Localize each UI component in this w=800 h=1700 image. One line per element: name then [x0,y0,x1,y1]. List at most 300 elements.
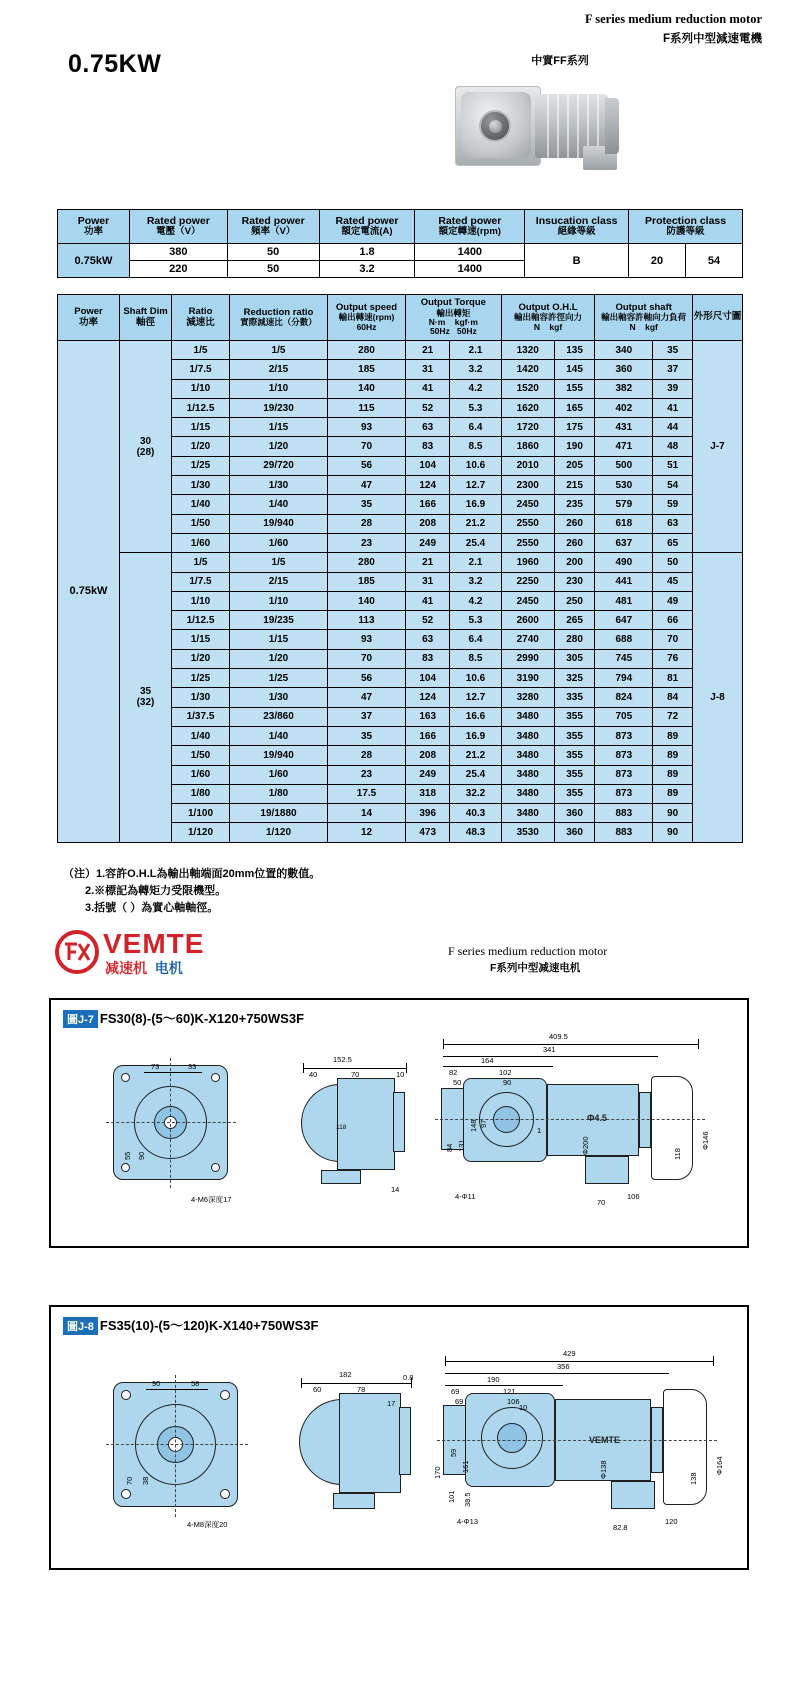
cell-torque-kgfm: 10.6 [450,669,501,688]
cell-frequency: 50 [227,244,319,261]
table-row [58,244,743,261]
th-power: Power 功率 [58,210,130,244]
drawing-panel-j8 [49,1305,749,1570]
dim-4-phi13: 4-Φ13 [457,1517,478,1526]
page-header [0,0,800,200]
cell-torque-nm: 208 [406,514,450,533]
cell-torque-nm: 318 [406,784,450,803]
cell-shaft-kgf: 63 [653,514,693,533]
dim-70b: 70 [597,1198,606,1207]
cell-frequency: 50 [227,261,319,278]
rated-power-table [57,209,743,278]
cell-ratio: 1/40 [172,495,230,514]
th-dimension: 外形尺寸圖 [693,295,743,341]
dim-33: 33 [188,1062,197,1071]
cell-ohl-n: 2990 [501,649,554,668]
cell-output-speed: 23 [328,765,406,784]
cell-shaft-kgf: 41 [653,398,693,417]
dim-4-m8: 4-M8深度20 [187,1520,228,1529]
table-row [58,341,743,360]
dim-phi146: Φ146 [701,1131,710,1150]
cell-ratio: 1/7.5 [172,572,230,591]
cell-shaft-n: 490 [595,553,653,572]
cell-torque-nm: 166 [406,726,450,745]
dim-17: 17 [387,1399,396,1408]
cell-output-speed: 140 [328,591,406,610]
cell-torque-kgfm: 5.3 [450,398,501,417]
cell-shaft-n: 431 [595,418,653,437]
cell-output-speed: 280 [328,341,406,360]
cell-shaft-kgf: 54 [653,476,693,495]
cell-torque-kgfm: 12.7 [450,476,501,495]
cell-ohl-n: 3280 [501,688,554,707]
cell-ohl-kgf: 260 [554,514,594,533]
cell-current: 1.8 [319,244,415,261]
dim-40: 40 [309,1070,318,1079]
cell-torque-kgfm: 8.5 [450,437,501,456]
cell-ratio: 1/50 [172,514,230,533]
th-output-ohl: Output O.H.L 輸出軸容許徑向力 N kgf [501,295,595,341]
cell-reduction-ratio: 29/720 [230,456,328,475]
dim-182: 182 [339,1370,352,1379]
dim-429: 429 [563,1349,576,1358]
cell-reduction-ratio: 1/10 [230,591,328,610]
dim-70: 70 [351,1070,360,1079]
cell-shaft-kgf: 39 [653,379,693,398]
cell-ohl-kgf: 360 [554,804,594,823]
cell-ratio: 1/12.5 [172,611,230,630]
cell-shaft-kgf: 49 [653,591,693,610]
cell-torque-nm: 249 [406,533,450,552]
dim-69: 69 [451,1387,460,1396]
dim-170: 170 [433,1466,442,1479]
th-output-speed: Output speed 輸出轉速(rpm) 60Hz [328,295,406,341]
cell-ohl-kgf: 305 [554,649,594,668]
cell-ohl-n: 2250 [501,572,554,591]
cell-ohl-n: 3480 [501,804,554,823]
cell-shaft-n: 637 [595,533,653,552]
cell-insulation: B [525,244,629,278]
th-output-shaft: Output shaft 輸出軸容許軸向力負荷 N kgf [595,295,693,341]
cell-ohl-n: 1860 [501,437,554,456]
cell-torque-nm: 21 [406,341,450,360]
cell-output-speed: 28 [328,746,406,765]
cell-torque-nm: 124 [406,476,450,495]
cell-torque-nm: 83 [406,649,450,668]
cell-ohl-kgf: 355 [554,726,594,745]
dim-55: 55 [123,1151,132,1160]
dim-62: 97 [479,1119,488,1128]
cell-torque-kgfm: 12.7 [450,688,501,707]
cell-ohl-n: 3480 [501,784,554,803]
series-subtitle-cn: 中實FF系列 [531,55,589,67]
cell-ohl-n: 3190 [501,669,554,688]
reduction-motor-photo [455,74,625,179]
cell-output-speed: 185 [328,572,406,591]
cell-shaft-n: 382 [595,379,653,398]
cell-voltage: 220 [129,261,227,278]
cell-reduction-ratio: 1/25 [230,669,328,688]
cell-shaft-n: 794 [595,669,653,688]
cell-ratio: 1/7.5 [172,360,230,379]
cell-reduction-ratio: 19/940 [230,746,328,765]
cell-reduction-ratio: 1/40 [230,726,328,745]
cell-ohl-n: 1520 [501,379,554,398]
cell-shaft-n: 500 [595,456,653,475]
cell-shaft-kgf: 48 [653,437,693,456]
cell-output-speed: 70 [328,649,406,668]
cell-shaft-n: 873 [595,784,653,803]
cell-torque-kgfm: 6.4 [450,418,501,437]
cell-shaft-kgf: 84 [653,688,693,707]
cell-shaft-kgf: 44 [653,418,693,437]
cell-ohl-n: 2450 [501,591,554,610]
cell-shaft-n: 688 [595,630,653,649]
cell-reduction-ratio: 1/15 [230,418,328,437]
th-voltage: Rated power 電壓（V） [129,210,227,244]
cell-shaft-kgf: 51 [653,456,693,475]
cell-torque-kgfm: 48.3 [450,823,501,842]
dim-73: 73 [151,1062,160,1071]
cell-reduction-ratio: 1/40 [230,495,328,514]
cell-ratio: 1/15 [172,630,230,649]
page-title: 0.75KW [68,50,162,78]
cell-shaft-n: 402 [595,398,653,417]
cell-shaft-kgf: 45 [653,572,693,591]
cell-ohl-kgf: 250 [554,591,594,610]
cell-torque-nm: 249 [406,765,450,784]
cell-reduction-ratio: 1/60 [230,765,328,784]
cell-output-speed: 280 [328,553,406,572]
dim-118: 118 [673,1148,682,1160]
cell-ohl-kgf: 355 [554,784,594,803]
dim-69b: 69 [455,1397,464,1406]
cell-torque-nm: 63 [406,418,450,437]
cell-ratio: 1/100 [172,804,230,823]
dim-phi45: 118 [336,1124,347,1131]
cell-reduction-ratio: 1/60 [230,533,328,552]
cell-shaft-kgf: 89 [653,765,693,784]
cell-shaft-kgf: 76 [653,649,693,668]
cell-ohl-n: 3480 [501,765,554,784]
cell-ohl-kgf: 230 [554,572,594,591]
cell-reduction-ratio: 1/5 [230,553,328,572]
cell-output-speed: 14 [328,804,406,823]
dim-148: 131 [457,1139,466,1152]
brand-logo [55,928,355,980]
cell-reduction-ratio: 2/15 [230,572,328,591]
th-insulation: Insucation class 絕緣等級 [525,210,629,244]
cell-ohl-kgf: 355 [554,746,594,765]
cell-reduction-ratio: 1/5 [230,341,328,360]
dim-58: 58 [191,1379,200,1388]
dim-161: 161 [461,1460,470,1473]
dim-60: 60 [313,1385,322,1394]
drawing-title-j8: 圖J-8 FS35(10)-(5～120)K-X140+750WS3F [63,1315,318,1335]
cell-ratio: 1/25 [172,456,230,475]
cell-ohl-kgf: 135 [554,341,594,360]
performance-table [57,294,743,843]
cell-shaft-n: 873 [595,746,653,765]
drawing-panel-j7 [49,998,749,1248]
cell-torque-nm: 31 [406,360,450,379]
cell-ohl-kgf: 355 [554,707,594,726]
cell-ohl-kgf: 145 [554,360,594,379]
cell-output-speed: 47 [328,476,406,495]
dim-38-5: 38.5 [463,1492,472,1507]
cell-ohl-kgf: 175 [554,418,594,437]
cell-reduction-ratio: 19/235 [230,611,328,630]
note-3: 3.括號（ ）為實心軸軸徑。 [85,902,219,915]
cell-ohl-kgf: 190 [554,437,594,456]
cell-torque-nm: 41 [406,591,450,610]
table-header-row [58,295,743,341]
dim-4-phi11: 4-Φ11 [455,1192,476,1201]
cell-ohl-n: 2300 [501,476,554,495]
dim-102: 102 [499,1068,512,1077]
cell-torque-kgfm: 25.4 [450,533,501,552]
cell-torque-nm: 124 [406,688,450,707]
cell-shaft-n: 705 [595,707,653,726]
cell-torque-kgfm: 40.3 [450,804,501,823]
cell-ohl-n: 1420 [501,360,554,379]
dim-38: 38 [141,1476,150,1485]
series-title-en: F series medium reduction motor [584,12,762,26]
cell-protection-1: 20 [629,244,686,278]
cell-speed: 1400 [415,244,525,261]
cell-output-speed: 56 [328,669,406,688]
cell-torque-kgfm: 21.2 [450,746,501,765]
cell-shaft-kgf: 35 [653,341,693,360]
dim-50: 50 [453,1078,462,1087]
table-row [58,553,743,572]
cell-torque-kgfm: 6.4 [450,630,501,649]
cell-shaft-n: 530 [595,476,653,495]
th-reduction-ratio: Reduction ratio 實際減速比（分數） [230,295,328,341]
cell-reduction-ratio: 2/15 [230,360,328,379]
cell-protection-2: 54 [686,244,743,278]
dim-10: 10 [396,1070,405,1079]
cell-output-speed: 35 [328,726,406,745]
cell-torque-nm: 166 [406,495,450,514]
cell-ohl-n: 1720 [501,418,554,437]
note-1: （注）1.容許O.H.L為輸出軸端面20mm位置的數值。 [63,868,321,880]
cell-torque-kgfm: 8.5 [450,649,501,668]
cell-torque-kgfm: 2.1 [450,553,501,572]
cell-reduction-ratio: 19/230 [230,398,328,417]
cell-torque-nm: 31 [406,572,450,591]
dim-82: 82 [449,1068,458,1077]
dim-341: 341 [543,1045,556,1054]
cell-shaft-dim: 35 (32) [120,553,172,842]
cell-torque-kgfm: 2.1 [450,341,501,360]
cell-shaft-kgf: 37 [653,360,693,379]
cell-ratio: 1/120 [172,823,230,842]
notes-block [63,866,320,917]
dim-106: 106 [507,1397,520,1406]
cell-shaft-n: 441 [595,572,653,591]
cell-output-speed: 47 [328,688,406,707]
cell-ratio: 1/10 [172,591,230,610]
cell-output-speed: 35 [328,495,406,514]
dim-phi138: Φ138 [599,1460,608,1479]
cell-torque-nm: 473 [406,823,450,842]
cell-ratio: 1/30 [172,476,230,495]
dim-90: 90 [152,1379,161,1388]
cell-output-speed: 140 [328,379,406,398]
drawing-badge-j7: 圖J-7 [63,1010,98,1028]
cell-shaft-kgf: 89 [653,746,693,765]
cell-torque-nm: 396 [406,804,450,823]
cell-shaft-n: 883 [595,804,653,823]
cell-reduction-ratio: 1/30 [230,688,328,707]
dim-phi164: Φ164 [715,1456,724,1475]
cell-ratio: 1/5 [172,341,230,360]
cell-ohl-kgf: 200 [554,553,594,572]
cell-output-speed: 12 [328,823,406,842]
dim-101: 101 [447,1490,456,1503]
cell-ratio: 1/50 [172,746,230,765]
dim-106: 106 [627,1192,640,1201]
cell-shaft-n: 481 [595,591,653,610]
cell-torque-kgfm: 3.2 [450,572,501,591]
cell-ohl-n: 2450 [501,495,554,514]
cell-shaft-n: 883 [595,823,653,842]
dim-121: 121 [503,1387,516,1396]
dim-70: 70 [125,1476,134,1485]
cell-ohl-n: 1320 [501,341,554,360]
cell-shaft-n: 824 [595,688,653,707]
cell-shaft-n: 873 [595,765,653,784]
brand-name: VEMTE [103,928,205,959]
cell-ohl-kgf: 165 [554,398,594,417]
cell-ohl-n: 1960 [501,553,554,572]
cell-shaft-kgf: 90 [653,823,693,842]
dim-97: 148 [469,1119,478,1132]
cell-ratio: 1/5 [172,553,230,572]
dim-59: 59 [449,1448,458,1457]
dim-phi200: Φ200 [581,1136,590,1155]
cell-ohl-kgf: 215 [554,476,594,495]
cell-reduction-ratio: 1/10 [230,379,328,398]
dim-10: 10 [519,1403,528,1412]
th-output-torque: Output Torque 輸出轉矩 N·m kgf·m 50Hz 50Hz [406,295,502,341]
cell-ratio: 1/10 [172,379,230,398]
dim-4-m6: 4-M6深度17 [191,1195,232,1204]
cell-ohl-kgf: 155 [554,379,594,398]
cell-ratio: 1/12.5 [172,398,230,417]
cell-ohl-n: 3480 [501,746,554,765]
cell-reduction-ratio: 1/80 [230,784,328,803]
cell-torque-nm: 104 [406,669,450,688]
drawing-badge-j8: 圖J-8 [63,1317,98,1335]
cell-ohl-kgf: 335 [554,688,594,707]
dim-82-8: 82.8 [613,1523,628,1532]
cell-ohl-kgf: 205 [554,456,594,475]
cell-shaft-n: 618 [595,514,653,533]
dim-78: 78 [357,1385,366,1394]
cell-shaft-n: 647 [595,611,653,630]
cell-ohl-kgf: 260 [554,533,594,552]
dim-356: 356 [557,1362,570,1371]
cell-shaft-kgf: 72 [653,707,693,726]
cell-ohl-kgf: 280 [554,630,594,649]
cell-shaft-n: 873 [595,726,653,745]
cell-power: 0.75kW [58,244,130,278]
cell-ratio: 1/60 [172,765,230,784]
cell-shaft-n: 340 [595,341,653,360]
dim-190: 190 [487,1375,500,1384]
cell-reduction-ratio: 23/860 [230,707,328,726]
cell-torque-kgfm: 5.3 [450,611,501,630]
cell-output-speed: 56 [328,456,406,475]
cell-torque-nm: 63 [406,630,450,649]
drawing-title-j7: 圖J-7 FS30(8)-(5～60)K-X120+750WS3F [63,1008,304,1028]
cell-output-speed: 93 [328,418,406,437]
cell-torque-nm: 104 [406,456,450,475]
th-protection: Protection class 防護等級 [629,210,743,244]
series-title-cn: F系列中型減速電機 [662,33,762,45]
cell-reduction-ratio: 1/20 [230,649,328,668]
cell-torque-nm: 163 [406,707,450,726]
cell-shaft-n: 360 [595,360,653,379]
cell-shaft-kgf: 89 [653,784,693,803]
fx-logo-icon [55,930,99,974]
cell-ratio: 1/60 [172,533,230,552]
vemte-label: VEMTE [589,1435,621,1445]
cell-output-speed: 93 [328,630,406,649]
cell-torque-nm: 52 [406,611,450,630]
cell-output-speed: 23 [328,533,406,552]
th-shaft-dim: Shaft Dim 軸徑 [120,295,172,341]
cell-current: 3.2 [319,261,415,278]
cell-reduction-ratio: 19/1880 [230,804,328,823]
table-header-row [58,210,743,244]
cell-ohl-kgf: 355 [554,765,594,784]
dim-0-8: 0.8 [403,1373,414,1382]
th-current: Rated power 額定電流(A) [319,210,415,244]
cell-shaft-kgf: 50 [653,553,693,572]
cell-output-speed: 115 [328,398,406,417]
cell-shaft-n: 745 [595,649,653,668]
cell-dimension-ref: J-7 [693,341,743,553]
cell-torque-kgfm: 16.9 [450,726,501,745]
cell-ratio: 1/80 [172,784,230,803]
cell-output-speed: 185 [328,360,406,379]
cell-ohl-kgf: 360 [554,823,594,842]
cell-ratio: 1/20 [172,649,230,668]
note-2: 2.※標記為轉矩力受限機型。 [85,885,227,898]
cell-ohl-n: 1620 [501,398,554,417]
cell-output-speed: 28 [328,514,406,533]
cell-reduction-ratio: 1/15 [230,630,328,649]
cell-torque-kgfm: 21.2 [450,514,501,533]
cell-output-speed: 113 [328,611,406,630]
cell-speed: 1400 [415,261,525,278]
cell-ohl-n: 2740 [501,630,554,649]
dim-14: 14 [391,1185,400,1194]
cell-ohl-n: 3480 [501,726,554,745]
dim-120: 120 [665,1517,678,1526]
cell-reduction-ratio: 1/120 [230,823,328,842]
cell-ohl-kgf: 265 [554,611,594,630]
cell-dimension-ref: J-8 [693,553,743,842]
dim-131: 90 [137,1151,146,1160]
cell-ohl-kgf: 325 [554,669,594,688]
cell-power: 0.75kW [58,341,120,843]
th-frequency: Rated power 頻率（V） [227,210,319,244]
cell-reduction-ratio: 1/20 [230,437,328,456]
